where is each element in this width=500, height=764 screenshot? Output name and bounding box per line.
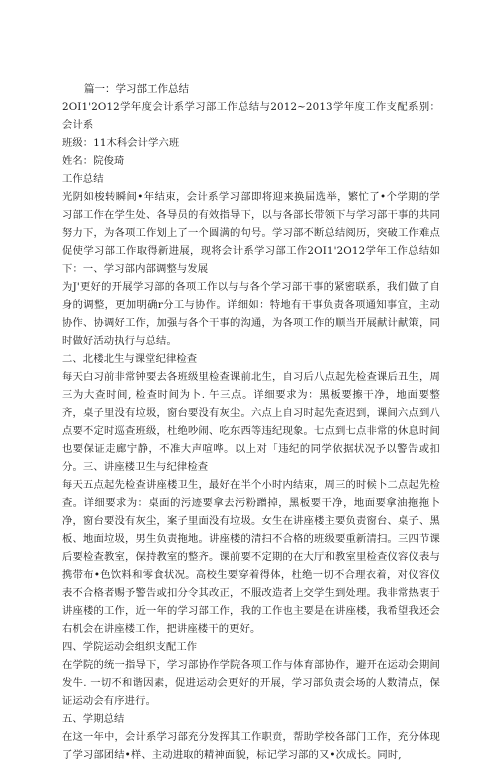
section-5-title: 五、学期总结: [62, 713, 125, 725]
document-title: 2OI1'2O12学年度会计系学习部工作总结与2012~2013学年度工作支配系别：会计系: [62, 101, 440, 131]
document-page: [62, 80, 440, 764]
name-line: 姓名：院俊琦: [62, 155, 125, 167]
document-heading: 篇一：学习部工作总结: [84, 83, 189, 95]
paragraph-2: 每天白习前非常钟要去各班级里检查课前北生，自习后八点起先检查课后丑生，周三为大查时间, 检查时间为卜. 午三点。详细要求为：黑板要擦干净，地面要整齐，桌子里没有垃圾，窗台要没有灰尘。六点上自习时起先查迟到，课间六点到八点要不定时巡查班级，杜绝吵闹、吃东西等违纪现象。七点到七点非常的休息时间也要保证走廊宁静，不准大声喧哗。以上对「违纪的同学依据状况予以警告或扣分。三、讲座楼卫生与纪律检查: [62, 371, 440, 473]
paragraph-4: 在学院的统一指导下，学习部协作学院各项工作与体育部协作，避开在运动会期间发牛. 一切不和谐因素，促进运动会更好的开展，学习部负责会场的人数清点，保证运动会有序进行。: [62, 659, 440, 707]
paragraph-1: 为J'更好的开展学习部的各项工作以与与各个学习部干事的紧密联系，我们做了自身的调整，更加明确r分工与协作。详细如：特地有干事负责各项通知事宜，主动协作、协调好工作，加强与各个干事的沟通，为各项工作的顺当开展献计献策，同时做好活动执行与总结。: [62, 281, 440, 347]
paragraph-5: 在这一年中，会计系学习部充分发挥其工作职贲，帮助学校各部门工作，充分体现了学习部团结•样、主动进取的精神面貌，标记学习部的又•次成长。同时,: [62, 731, 440, 761]
paragraph-3: 每天五点起先检查讲座楼卫生，最好在半个小时内结束，周三的时候卜二点起先检查。详细要求为：桌面的污迹要拿去污粉蹭掉，黑板要干净，地面要拿油拖拖卜净，窗台要没有灰尘，案子里面没有垃圾。女生在讲座楼主要负责窗台、桌子、黑板、地面垃圾，男生负责拖地。讲座楼的清扫不合格的班级要重新清扫。三四节课后要检查教室，保持教室的整齐。课前要不定期的在大厅和教室里检查仪容仪表与携带布•色饮料和零食状况。高校生要穿着得体，杜绝一切不合理衣着，对仪容仪表不合格者赐予警告或扣分令其改正，不服改造者上交学生到处理。我非常热衷于讲座楼的工作，近一年的学习部工作，我的工作也主要是在讲座楼，我希望我还会右机会在讲座楼工作，把讲座楼干的更好。: [62, 479, 440, 635]
section-2-title: 二、北楼北生与课堂纪律检查: [62, 353, 198, 365]
section-title: 工作总结: [62, 173, 104, 185]
intro-paragraph: 光阴如梭转瞬间•年结束，会计系学习部即将迎来换届选举，繁忙了•个学期的学习部工作在学生处、各导员的有效指导下，以与各部长带领下与学习部干事的共同努力下，为各项工作划上了一个圆满的句号。学习部不断总结阅历，突破工作难点促使学习部工作取得新进展，现将会计系学习部工作2OI1'2O12学年工作总结如下：一、学习部内部调整与发展: [62, 191, 440, 275]
section-4-title: 四、学院运动会组织支配工作: [62, 641, 198, 653]
class-line: 班级：11木科会计学六班: [62, 137, 180, 149]
